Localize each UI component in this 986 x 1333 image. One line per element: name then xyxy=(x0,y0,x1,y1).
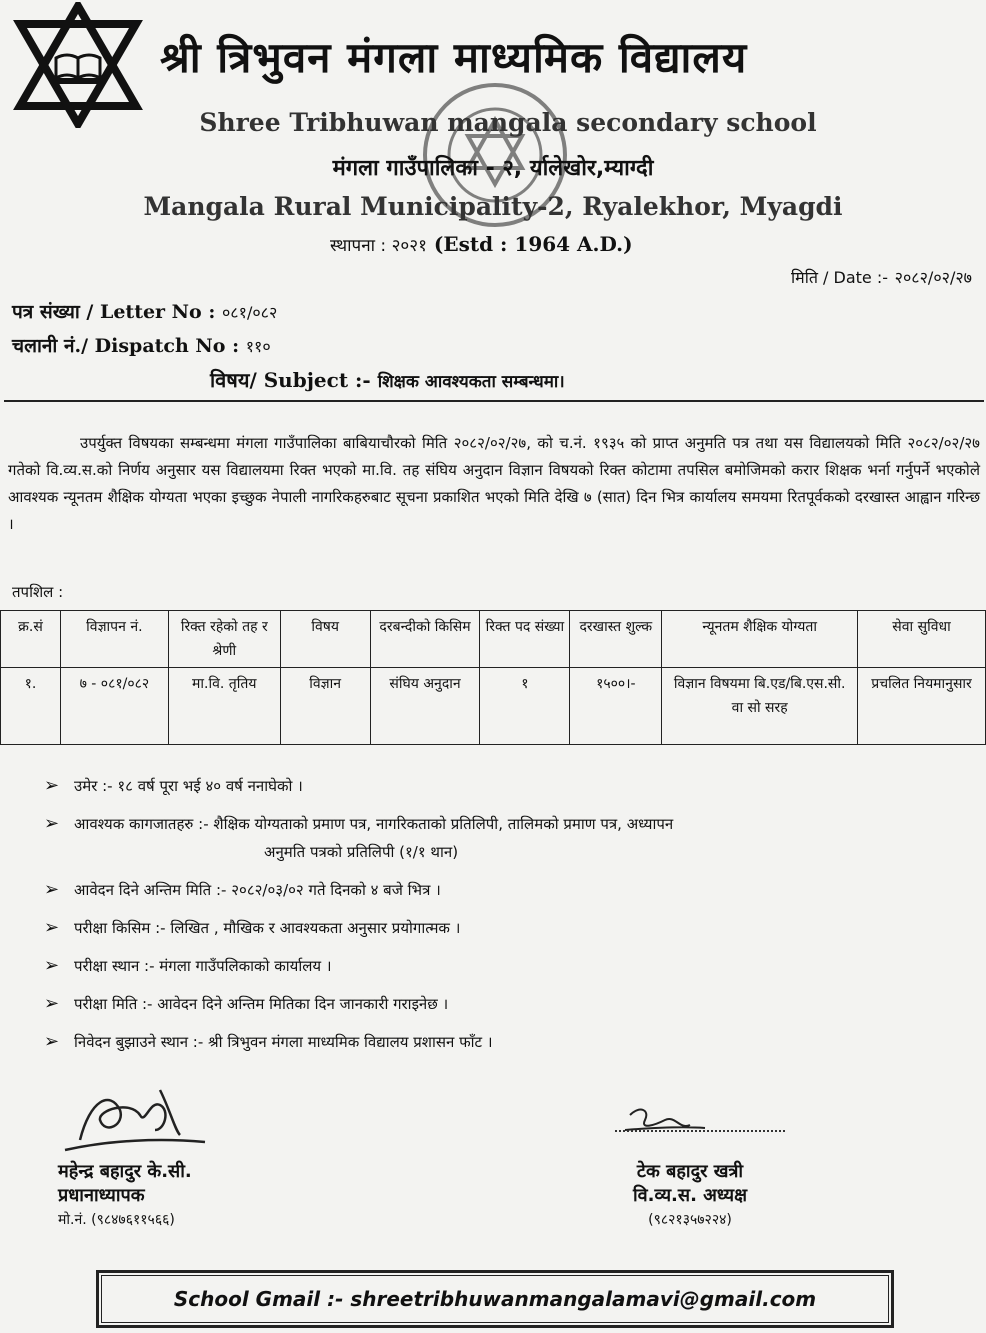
address-english: Mangala Rural Municipality-2, Ryalekhor, Myagdi xyxy=(143,192,843,221)
principal-role: प्रधानाध्यापक xyxy=(58,1185,145,1206)
arrow-icon: ➢ xyxy=(44,1031,60,1052)
estd-english: (Estd : 1964 A.D.) xyxy=(433,232,633,256)
date-value: २०८२/०२/२७ xyxy=(894,268,972,287)
list-item: ➢ उमेर :- १८ वर्ष पूरा भई ४० वर्ष ननाघेको । xyxy=(44,772,944,800)
school-name-english: Shree Tribhuwan mangala secondary school xyxy=(199,108,817,137)
list-item: ➢ आवश्यक कागजातहरु :- शैक्षिक योग्यताको प्रमाण पत्र, नागरिकताको प्रतिलिपी, तालिमको प्रमाण पत्र, अध्यापन अनुमति पत्रको प्रतिलिपी (१/१ थान) xyxy=(44,810,944,866)
letter-number-line xyxy=(12,298,277,324)
letter-label: पत्र संख्या / Letter No : xyxy=(12,301,216,323)
principal-signature xyxy=(60,1080,210,1160)
date-line xyxy=(791,266,972,288)
table-cell: ७ - ०८१/०८२ xyxy=(60,668,168,745)
table-row xyxy=(1,668,986,745)
chairperson-role: वि.व्य.स. अध्यक्ष xyxy=(632,1185,748,1206)
list-item: ➢ परीक्षा किसिम :- लिखित , मौखिक र आवश्यकता अनुसार प्रयोगात्मक । xyxy=(44,914,944,942)
school-name-nepali: श्री त्रिभुवन मंगला माध्यमिक विद्यालय xyxy=(160,33,748,82)
table-cell: १ xyxy=(480,668,570,745)
col-header: रिक्त पद संख्या xyxy=(480,611,570,668)
vacancy-table xyxy=(0,610,986,745)
estd-label: स्थापना : २०२१ xyxy=(330,236,427,256)
requirements-list xyxy=(44,772,944,1066)
establishment-line xyxy=(330,232,633,256)
principal-block xyxy=(58,1160,192,1232)
details-heading: तपशिल : xyxy=(12,583,64,601)
chairperson-name: टेक बहादुर खत्री xyxy=(636,1161,744,1182)
table-cell: १. xyxy=(1,668,61,745)
list-item-continuation: अनुमति पत्रको प्रतिलिपी (१/१ थान) xyxy=(264,843,459,861)
dispatch-number-line xyxy=(12,332,271,358)
dispatch-label: चलानी नं./ Dispatch No : xyxy=(12,335,240,357)
arrow-icon: ➢ xyxy=(44,813,60,834)
arrow-icon: ➢ xyxy=(44,775,60,796)
book-icon xyxy=(52,55,104,84)
signature-line xyxy=(615,1130,785,1132)
col-header: दरबन्दीको किसिम xyxy=(370,611,480,668)
col-header: विज्ञापन नं. xyxy=(60,611,168,668)
col-header: रिक्त रहेको तह र श्रेणी xyxy=(168,611,280,668)
table-cell: प्रचलित नियमानुसार xyxy=(858,668,986,745)
col-header: क्र.सं xyxy=(1,611,61,668)
arrow-icon: ➢ xyxy=(44,917,60,938)
table-header-row xyxy=(1,611,986,668)
header-divider xyxy=(4,400,984,402)
col-header: न्यूनतम शैक्षिक योग्यता xyxy=(662,611,858,668)
chairperson-phone: (९८२१३५७२२४) xyxy=(648,1212,732,1228)
col-header: दरखास्त शुल्क xyxy=(570,611,662,668)
dispatch-value: ११० xyxy=(245,337,271,356)
chairperson-block xyxy=(600,1160,780,1232)
subject-line xyxy=(210,366,565,393)
subject-label: विषय/ Subject :- xyxy=(210,368,371,392)
letter-value: ०८१/०८२ xyxy=(221,303,278,322)
table-cell: मा.वि. तृतिय xyxy=(168,668,280,745)
col-header: सेवा सुविधा xyxy=(858,611,986,668)
notice-paragraph: उपर्युक्त विषयका सम्बन्धमा मंगला गाउँपालिका बाबियाचौरको मिति २०८२/०२/२७, को च.नं. १९३५ को प्राप्त अनुमति पत्र तथा यस विद्यालयको मिति २०८२/०२/२७ गतेको वि.व्य.स.को निर्णय अनुसार यस विद्यालयमा रिक्त भएको मा.वि. तह संघिय अनुदान विज्ञान विषयको रिक्त कोटामा तपसिल बमोजिमको करार शिक्षक भर्ना गर्नुपर्ने भएकोले आवश्यक न्यूनतम शैक्षिक योग्यता भएका इच्छुक नेपाली नागरिकहरुबाट सूचना प्रकाशित भएको मिति देखि ७ (सात) दिन भित्र कार्यालय समयमा रितपूर्वकको दरखास्त आह्वान गरिन्छ । xyxy=(8,434,980,533)
address-nepali: मंगला गाउँपालिका - २, र्यालेखोर,म्याग्दी xyxy=(332,156,654,181)
table-cell: संघिय अनुदान xyxy=(370,668,480,745)
table-cell: १५००।- xyxy=(570,668,662,745)
table-cell: विज्ञान विषयमा बि.एड/बि.एस.सी. वा सो सरह xyxy=(662,668,858,745)
principal-name: महेन्द्र बहादुर के.सी. xyxy=(58,1161,192,1182)
list-item: ➢ आवेदन दिने अन्तिम मिति :- २०८२/०३/०२ गते दिनको ४ बजे भित्र । xyxy=(44,876,944,904)
school-gmail: School Gmail :- shreetribhuwanmangalamavi@gmail.com xyxy=(96,1270,894,1328)
subject-value: शिक्षक आवश्यकता सम्बन्धमा। xyxy=(377,372,565,392)
table-cell: विज्ञान xyxy=(280,668,370,745)
arrow-icon: ➢ xyxy=(44,879,60,900)
list-item: ➢ परीक्षा मिति :- आवेदन दिने अन्तिम मितिका दिन जानकारी गराइनेछ । xyxy=(44,990,944,1018)
arrow-icon: ➢ xyxy=(44,993,60,1014)
date-label: मिति / Date :- xyxy=(791,268,889,287)
col-header: विषय xyxy=(280,611,370,668)
principal-phone: मो.नं. (९८४७६११५६६) xyxy=(58,1212,175,1228)
arrow-icon: ➢ xyxy=(44,955,60,976)
list-item: ➢ परीक्षा स्थान :- मंगला गाउँपलिकाको कार्यालय । xyxy=(44,952,944,980)
list-item: ➢ निवेदन बुझाउने स्थान :- श्री त्रिभुवन मंगला माध्यमिक विद्यालय प्रशासन फाँट । xyxy=(44,1028,944,1056)
chairperson-signature xyxy=(620,1100,710,1150)
